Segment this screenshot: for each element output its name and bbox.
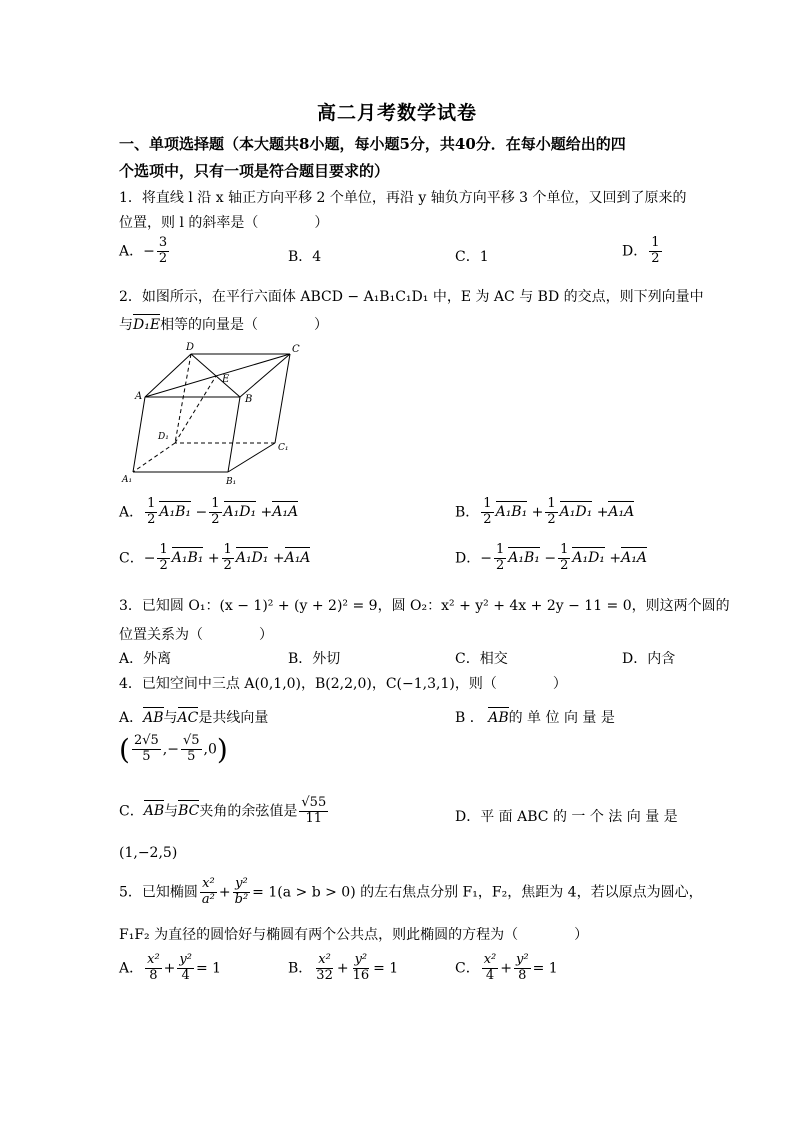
q4-option-b: B ． AB的 单 位 向 量 是 — [455, 710, 615, 726]
q4-option-b-value: ( $\frac{2√5}{5}$ ,− $\frac{√5}{5}$ ,0) — [119, 733, 228, 766]
q3-option-a: A．外离 — [119, 651, 172, 667]
q5-option-c: C． $\frac{\text{x²}}{4}$ + $\frac{\text{y²}}{8}$ = 1 — [455, 952, 558, 983]
q5-option-b: B． $\frac{\text{x²}}{32}$ + $\frac{\text{y²}}{16}$ = 1 — [288, 952, 399, 983]
q1-option-a: A．− $\frac{3}{2}$ — [119, 235, 168, 266]
q2-option-d: D．− $\frac{1}{2}$ A₁B₁ − $\frac{1}{2}$ A₁D₁ +A₁A — [455, 542, 647, 573]
label-b1: B₁ — [226, 477, 237, 487]
label-e: E — [222, 374, 230, 385]
q4-line1: 4．已知空间中三点 A(0,1,0)，B(2,2,0)，C(−1,3,1)，则（ ） — [119, 676, 567, 692]
label-d: D — [186, 342, 195, 353]
q3-option-b: B．外切 — [288, 651, 341, 667]
page-title: 高二月考数学试卷 — [316, 102, 477, 124]
q1-line2: 位置，则 l 的斜率是（ ） — [119, 215, 329, 231]
q3-line1: 3．已知圆 O₁：(x − 1)² + (y + 2)² = 9，圆 O₂：x² + y² + 4x + 2y − 11 = 0，则这两个圆的 — [119, 598, 730, 614]
label-a: A — [135, 391, 143, 402]
section-header-line2: 个选项中，只有一项是符合题目要求的） — [119, 162, 390, 180]
q4-option-d: D．平 面 ABC 的 一 个 法 向 量 是 — [455, 809, 678, 825]
q3-line2: 位置关系为（ ） — [119, 627, 273, 643]
q1-option-b: B．4 — [288, 249, 322, 265]
q4-option-d-value: (1,−2,5) — [119, 845, 178, 861]
q2-line1: 2．如图所示，在平行六面体 ABCD − A₁B₁C₁D₁ 中，E 为 AC 与 BD 的交点，则下列向量中 — [119, 289, 704, 305]
label-c: C — [292, 344, 300, 355]
q2-option-a: A． $\frac{1}{2}$ A₁B₁ − $\frac{1}{2}$ A₁D₁ +A₁A — [119, 496, 299, 527]
q2-option-c: C．− $\frac{1}{2}$ A₁B₁ + $\frac{1}{2}$ A₁D₁ +A₁A — [119, 542, 311, 573]
q1-line1: 1．将直线 l 沿 x 轴正方向平移 2 个单位，再沿 y 轴负方向平移 3 个单位，又回到了原来的 — [119, 190, 687, 206]
label-c1: C₁ — [278, 443, 289, 453]
parallelepiped-figure — [118, 340, 318, 490]
q2-option-b: B． $\frac{1}{2}$ A₁B₁ + $\frac{1}{2}$ A₁D₁ +A₁A — [455, 496, 635, 527]
q4-option-c: C．AB与BC夹角的余弦值是 $\frac{√55}{11}$ — [119, 795, 327, 826]
q1-option-d: D． $\frac{1}{2}$ — [622, 235, 660, 266]
q5-option-a: A． $\frac{\text{x²}}{8}$ + $\frac{\text{y²}}{4}$ = 1 — [119, 952, 222, 983]
q5-line2: F₁F₂ 为直径的圆恰好与椭圆有两个公共点，则此椭圆的方程为（ ） — [119, 927, 589, 943]
label-a1: A₁ — [122, 475, 133, 485]
q4-option-a: A．AB与AC是共线向量 — [119, 710, 269, 726]
q2-line2: 与D₁E相等的向量是（ ） — [119, 317, 329, 333]
label-b: B — [245, 394, 253, 405]
q1-option-c: C．1 — [455, 249, 489, 265]
q3-option-c: C．相交 — [455, 651, 508, 667]
q3-option-d: D．内含 — [622, 651, 676, 667]
q5-line1: 5．已知椭圆 $\frac{\text{x²}}{\text{a²}}$ + $\frac{\text{y²}}{\text{b²}}$ = 1(a > b > 0) 的左右焦点分别 F₁，F₂，焦距为 4，若以原点为圆心， — [119, 876, 703, 907]
label-d1: D₁ — [158, 432, 169, 442]
section-header-line1: 一、单项选择题（本大题共8小题，每小题5分，共40分．在每小题给出的四 — [119, 135, 626, 153]
